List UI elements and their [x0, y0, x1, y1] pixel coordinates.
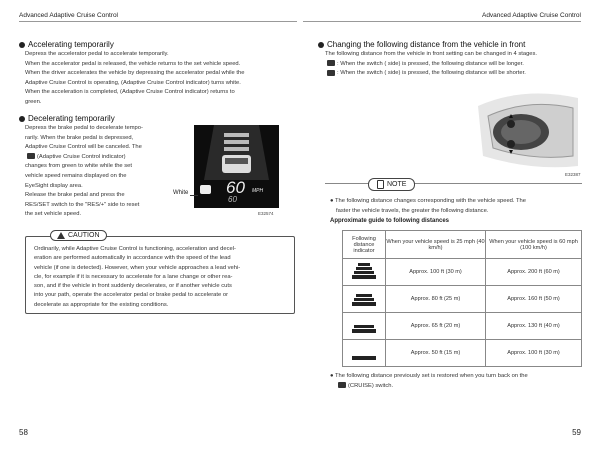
decel-line: Adaptive Cruise Control will be canceled. The — [25, 144, 142, 151]
note-text — [330, 197, 585, 216]
caution-line: eration are performed automatically in accordance with the speed of the lead — [34, 255, 231, 262]
cruise-indicator-icon — [27, 153, 35, 159]
distance-indicator-4-icon — [343, 259, 386, 286]
distance-slow: Approx. 100 ft (30 m) — [386, 259, 486, 286]
caution-box — [25, 232, 295, 314]
distance-fast: Approx. 130 ft (40 m) — [486, 313, 582, 340]
change-line: : When the switch ( side) is pressed, the following distance will be longer. — [325, 60, 587, 70]
table-row — [343, 313, 582, 340]
bullet-icon — [19, 42, 25, 48]
decel-line: the set vehicle speed. — [25, 211, 82, 218]
header-indicator: Following distance indicator — [343, 231, 386, 259]
table-row — [343, 286, 582, 313]
display-unit: MPH — [252, 188, 264, 194]
bullet-icon — [19, 116, 25, 122]
distance-icon — [327, 60, 335, 66]
following-distance-table — [342, 230, 582, 367]
distance-indicator-2-icon — [343, 313, 386, 340]
accel-line: green. — [25, 98, 42, 105]
final-note-line: ● The following distance previously set is restored when you turn back on the — [330, 373, 528, 379]
distance-icon — [327, 70, 335, 76]
change-line: The following distance from the vehicle in front setting can be changed in 4 stages. — [325, 51, 538, 57]
caution-line: decelerate as appropriate for the existing conditions. — [34, 301, 169, 308]
note-line: ● The following distance changes corresponding with the vehicle speed. The — [330, 198, 527, 204]
table-header-row — [343, 231, 582, 259]
caution-line: into your path, operate the accelerator pedal or brake pedal to accelerate or — [34, 292, 228, 299]
decel-line: Release the brake pedal and press the — [25, 192, 125, 199]
distance-slow: Approx. 80 ft (25 m) — [386, 286, 486, 313]
distance-fast: Approx. 200 ft (60 m) — [486, 259, 582, 286]
cruise-indicator-white-icon — [200, 185, 211, 194]
decel-line: EyeSight display area. — [25, 182, 83, 189]
header-fast-speed: When your vehicle speed is 60 mph (100 km/h) — [486, 231, 582, 259]
decel-line: vehicle speed remains displayed on the — [25, 172, 127, 179]
decel-heading: Decelerating temporarily — [28, 114, 115, 123]
caution-label: CAUTION — [50, 230, 107, 241]
accel-line: Depress the accelerator pedal to accelerate temporarily. — [25, 51, 169, 57]
accel-heading: Accelerating temporarily — [28, 40, 114, 49]
distance-fast: Approx. 100 ft (30 m) — [486, 340, 582, 367]
eyesight-display-figure — [194, 125, 279, 208]
distance-slow: Approx. 65 ft (20 m) — [386, 313, 486, 340]
table-row — [343, 340, 582, 367]
note-rule — [325, 183, 582, 184]
change-text — [325, 50, 587, 79]
bullet-icon — [318, 42, 324, 48]
change-heading: Changing the following distance from the vehicle in front — [327, 40, 526, 49]
display-sub-speed: 60 — [228, 195, 237, 204]
decel-line: rarily. When the brake pedal is depressed, — [25, 134, 134, 141]
steering-wheel-graphic — [473, 86, 583, 171]
page-number-left: 58 — [19, 428, 28, 437]
distance-indicator-3-icon — [343, 286, 386, 313]
page-number-right: 59 — [572, 428, 581, 437]
warning-triangle-icon — [57, 232, 65, 239]
decel-heading-row — [19, 114, 115, 123]
header-slow-speed: When your vehicle speed is 25 mph (40 km/h) — [386, 231, 486, 259]
guide-title: Approximate guide to following distances — [330, 218, 450, 224]
caution-line: cle, for example if it is necessary to accelerate for a lane change or other rea- — [34, 273, 233, 280]
callout-line — [190, 195, 198, 196]
distance-slow: Approx. 50 ft (15 m) — [386, 340, 486, 367]
wheel-figure-code: E32387 — [565, 172, 581, 177]
distance-indicator-1-icon — [343, 340, 386, 367]
caution-line: vehicle (if one is detected). However, when your vehicle approaches a lead vehi- — [34, 264, 241, 271]
accel-line: Adaptive Cruise Control is operating, (Adaptive Cruise Control indicator) turns white. — [25, 79, 241, 86]
accel-line: When the accelerator pedal is released, the vehicle returns to the set vehicle speed. — [25, 60, 241, 67]
caution-line: Ordinarily, while Adaptive Cruise Control is functioning, acceleration and decel- — [34, 246, 236, 252]
display-speed: 60 — [226, 178, 245, 197]
decel-line: (Adaptive Cruise Control indicator) — [25, 153, 180, 163]
left-header-title: Advanced Adaptive Cruise Control — [19, 12, 119, 19]
change-line: : When the switch ( side) is pressed, the following distance will be shorter. — [325, 69, 587, 79]
accel-line: When the acceleration is completed, (Adaptive Cruise Control indicator) returns to — [25, 89, 235, 96]
display-figure-code: E32574 — [258, 211, 274, 216]
decel-line: RES/SET switch to the "RES/+" side to reset — [25, 201, 140, 208]
note-line: faster the vehicle travels, the greater the following distance. — [336, 207, 489, 214]
note-label: NOTE — [368, 178, 415, 191]
accel-line: When the driver accelerates the vehicle by depressing the accelerator pedal while the — [25, 70, 245, 77]
caution-text — [34, 245, 288, 310]
caution-line: son, and if the vehicle in front suddenly decelerates, or if another vehicle cuts — [34, 283, 232, 290]
decel-line: Depress the brake pedal to decelerate tempo- — [25, 125, 143, 131]
final-note-line: (CRUISE) switch. — [330, 382, 585, 392]
change-heading-row — [318, 40, 525, 49]
left-header-rule — [19, 21, 297, 22]
decel-text — [25, 124, 180, 220]
accel-heading-row — [19, 40, 114, 49]
display-callout-label: White — [173, 190, 189, 196]
decel-line: changes from green to white while the set — [25, 163, 132, 170]
steering-wheel-figure — [473, 86, 583, 171]
cruise-switch-icon — [338, 382, 346, 388]
table-row — [343, 259, 582, 286]
right-header-rule — [303, 21, 581, 22]
final-note — [330, 372, 585, 391]
accel-text — [25, 50, 293, 108]
right-header-title: Advanced Adaptive Cruise Control — [481, 12, 581, 19]
note-icon — [377, 180, 384, 189]
distance-fast: Approx. 160 ft (50 m) — [486, 286, 582, 313]
